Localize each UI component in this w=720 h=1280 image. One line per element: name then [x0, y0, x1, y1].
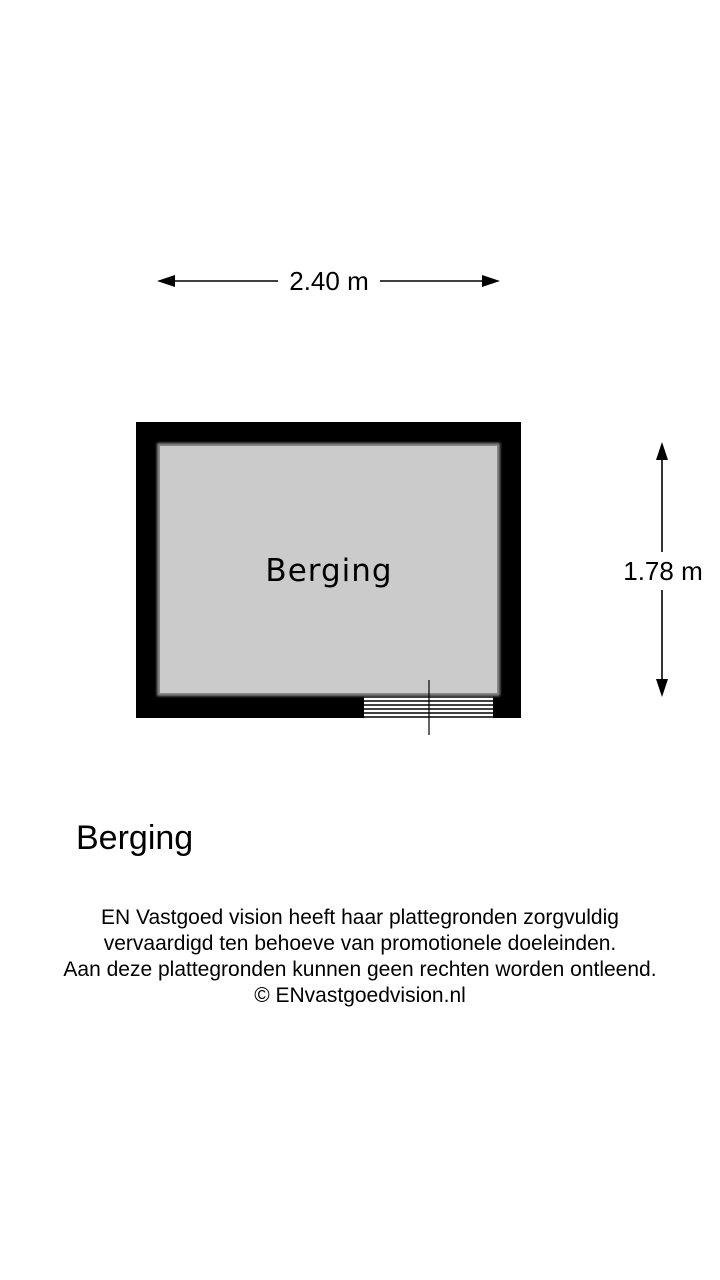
room-berging: [136, 422, 521, 735]
disclaimer-line: EN Vastgoed vision heeft haar plattegronden zorgvuldig: [101, 906, 619, 929]
disclaimer-line: vervaardigd ten behoeve van promotionele doeleinden.: [103, 932, 617, 955]
arrow-left-icon: [157, 275, 175, 287]
height-dimension: [623, 442, 703, 697]
disclaimer-line: Aan deze plattegronden kunnen geen rechten worden ontleend.: [63, 958, 657, 981]
arrow-right-icon: [482, 275, 500, 287]
arrow-up-icon: [656, 442, 668, 460]
height-dimension-label: 1.78 m: [623, 556, 703, 586]
disclaimer: [0, 905, 720, 1009]
floor-caption: Berging: [76, 819, 194, 857]
copyright-line: © ENvastgoedvision.nl: [254, 984, 466, 1007]
room-label: Berging: [265, 553, 393, 589]
width-dimension: [157, 266, 500, 296]
arrow-down-icon: [656, 679, 668, 697]
width-dimension-label: 2.40 m: [289, 266, 369, 296]
